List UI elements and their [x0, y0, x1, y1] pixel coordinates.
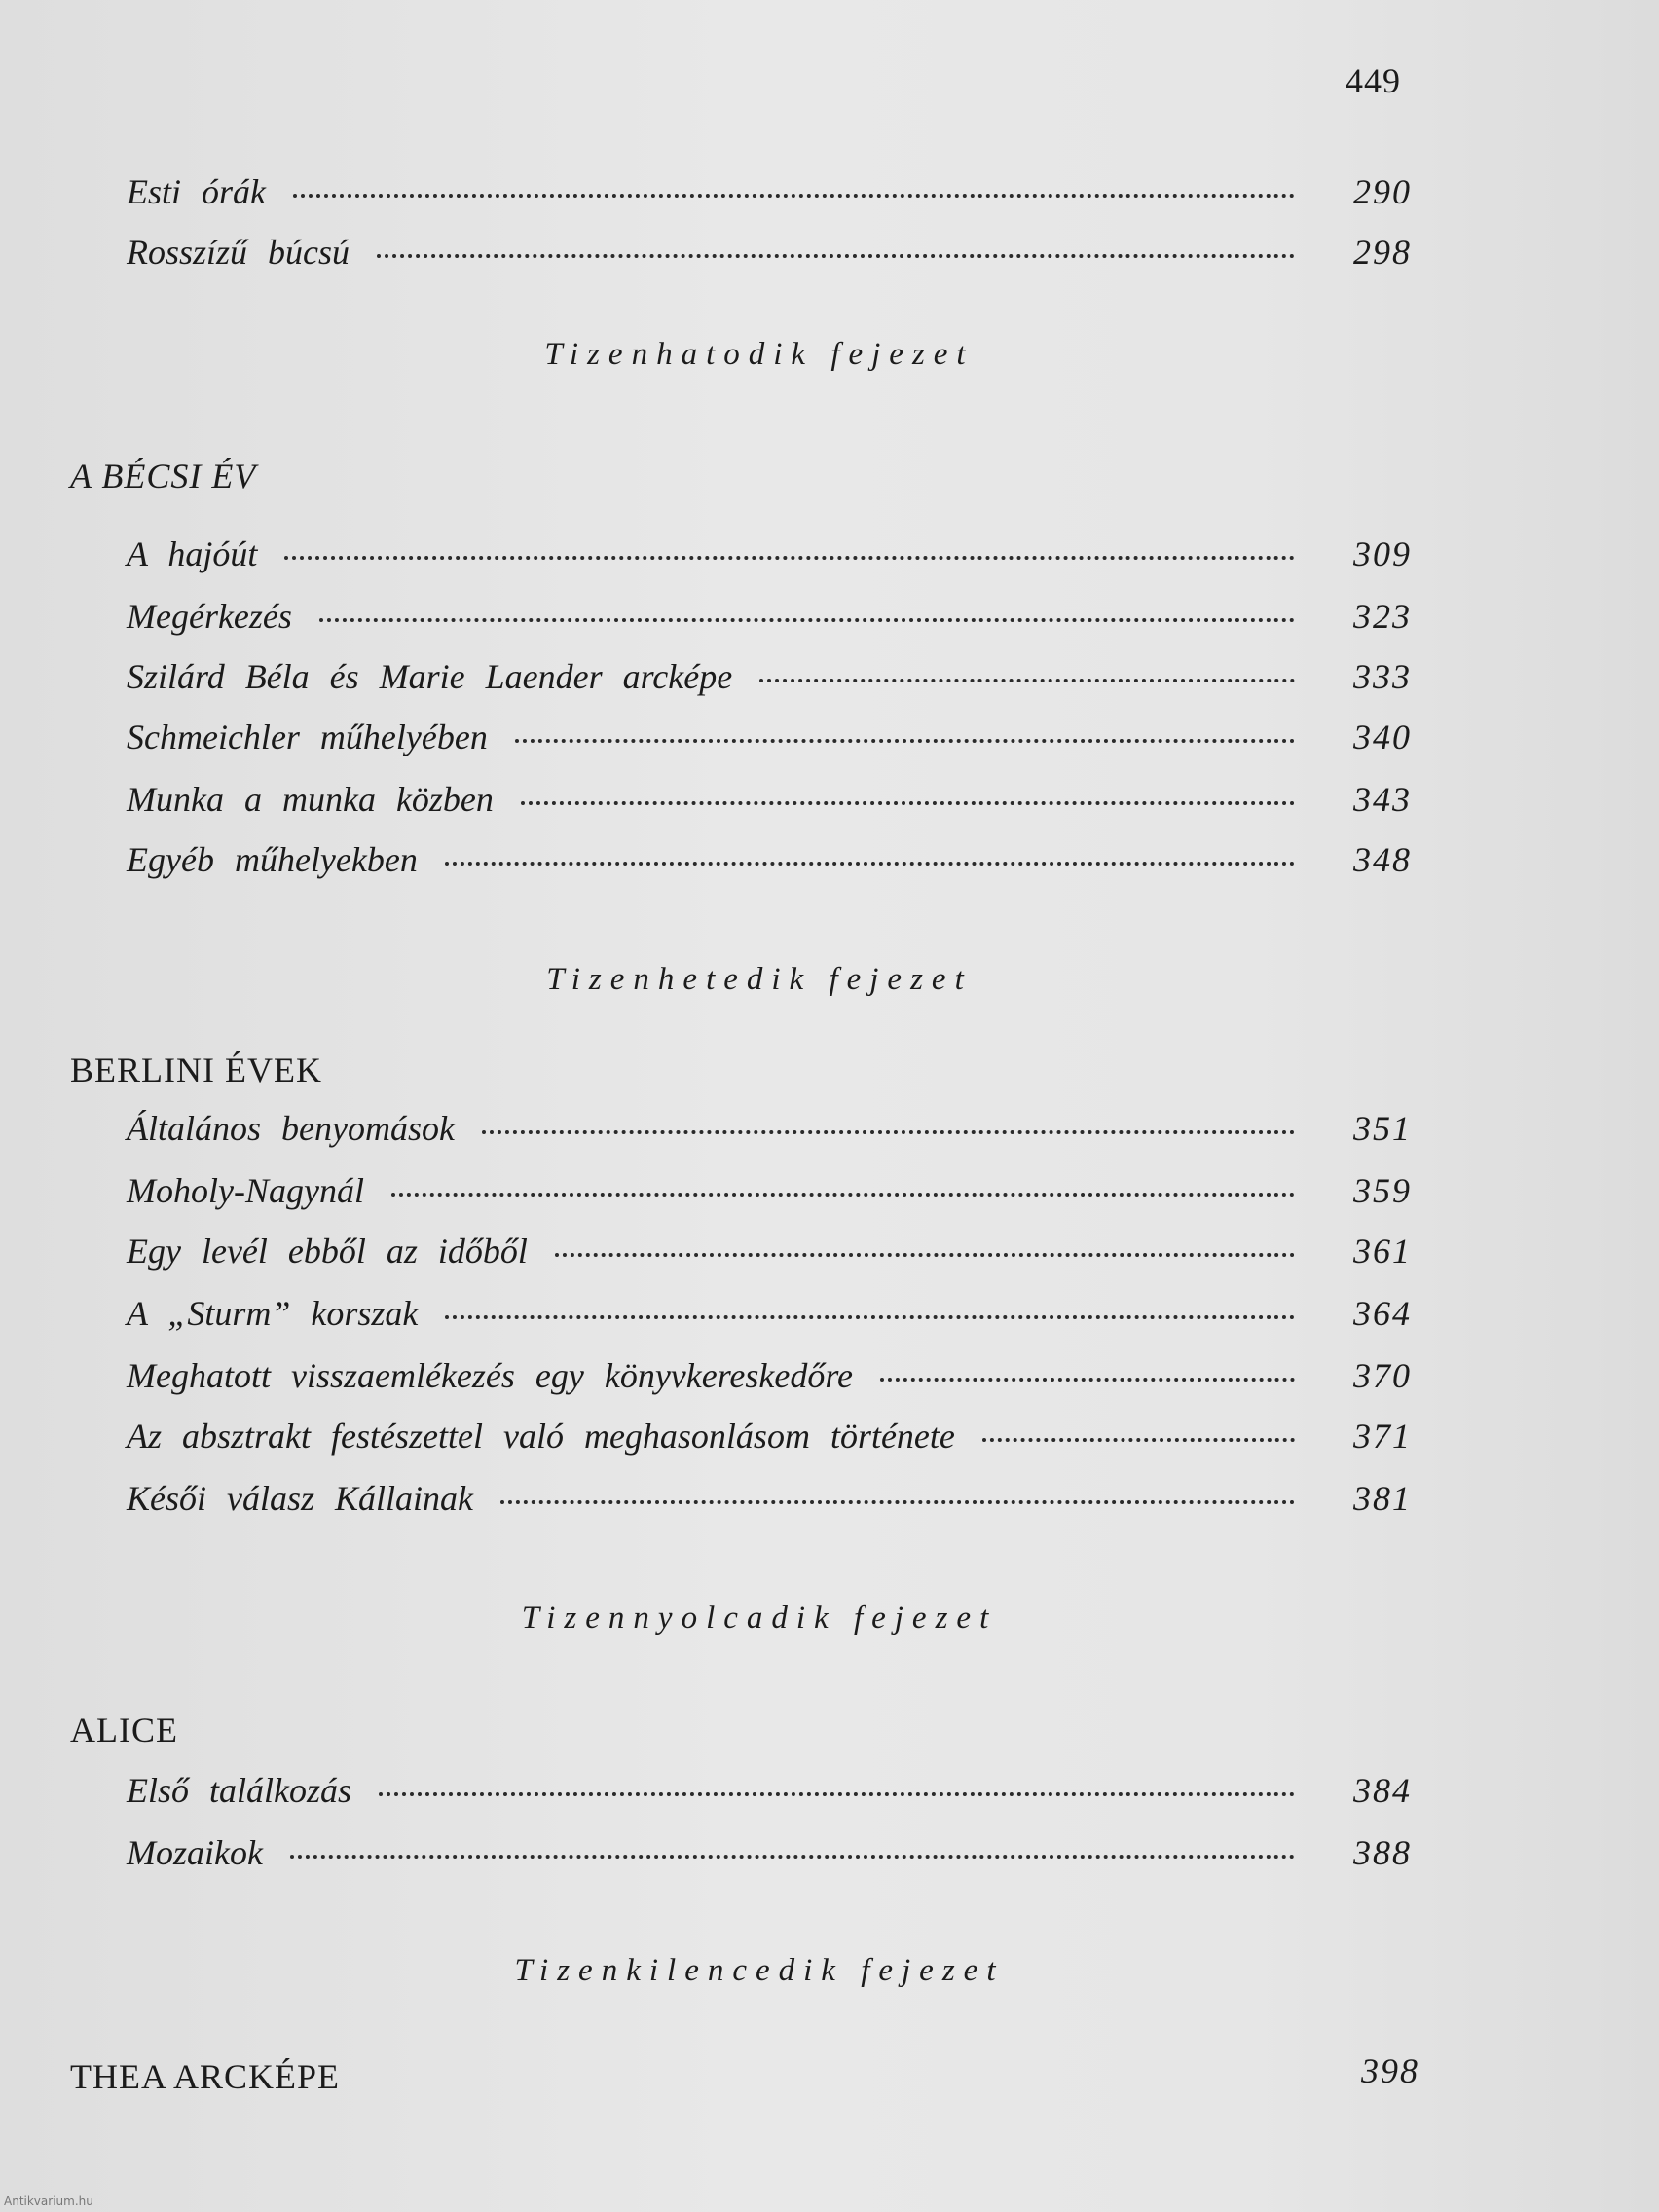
toc-entry-page: 359 — [1353, 1171, 1412, 1210]
toc-entry-page: 384 — [1353, 1771, 1412, 1810]
toc-entry — [127, 232, 1412, 282]
toc-entry-page: 298 — [1353, 233, 1412, 272]
toc-entry-page: 370 — [1353, 1356, 1412, 1395]
toc-entry-title: Esti órák — [127, 172, 266, 211]
toc-entry — [127, 1231, 1412, 1281]
toc-entry — [127, 839, 1412, 890]
leader-dots — [880, 1378, 1295, 1382]
leader-dots — [445, 862, 1295, 866]
toc-entry-title: Első találkozás — [127, 1771, 352, 1810]
toc-entry — [127, 1108, 1412, 1159]
toc-entry-title: Egyéb műhelyekben — [127, 840, 418, 879]
leader-dots — [555, 1253, 1295, 1257]
toc-entry-title: A hajóút — [127, 535, 258, 573]
toc-entry-page: 371 — [1353, 1417, 1412, 1456]
toc-entry — [127, 1355, 1412, 1406]
leader-dots — [500, 1500, 1295, 1504]
toc-entry-title: Rosszízű búcsú — [127, 233, 350, 272]
toc-entry-title: Schmeichler műhelyében — [127, 718, 488, 756]
toc-entry-page: 343 — [1353, 780, 1412, 819]
leader-dots — [284, 556, 1295, 560]
part-title: A BÉCSI ÉV — [70, 457, 257, 496]
toc-entry-page: 361 — [1353, 1232, 1412, 1271]
watermark: Antikvarium.hu — [4, 2194, 93, 2208]
part-page: 398 — [1361, 2051, 1419, 2090]
leader-dots — [759, 679, 1295, 682]
toc-entry — [127, 1770, 1412, 1821]
toc-entry — [127, 171, 1412, 222]
toc-entry-page: 381 — [1353, 1479, 1412, 1518]
toc-entry-title: Szilárd Béla és Marie Laender arcképe — [127, 657, 733, 696]
toc-entry-title: Megérkezés — [127, 597, 292, 636]
toc-entry-title: Egy levél ebből az időből — [127, 1232, 528, 1271]
leader-dots — [377, 254, 1295, 258]
leader-dots — [319, 618, 1295, 622]
toc-entry-page: 348 — [1353, 840, 1412, 879]
leader-dots — [290, 1855, 1295, 1859]
toc-entry-page: 309 — [1353, 535, 1412, 573]
toc-entry-page: 290 — [1353, 172, 1412, 211]
toc-entry-page: 351 — [1353, 1109, 1412, 1148]
toc-entry — [127, 1293, 1412, 1344]
chapter-heading: Tizenkilencedik fejezet — [514, 1953, 1005, 1988]
leader-dots — [515, 739, 1295, 743]
leader-dots — [445, 1315, 1295, 1319]
toc-entry — [127, 534, 1412, 584]
toc-entry — [127, 1170, 1412, 1221]
toc-entry — [127, 1832, 1412, 1883]
page-number: 449 — [1346, 61, 1401, 100]
chapter-heading: Tizenhatodik fejezet — [544, 337, 975, 372]
toc-entry-page: 364 — [1353, 1294, 1412, 1333]
toc-entry — [127, 779, 1412, 830]
toc-entry-page: 333 — [1353, 657, 1412, 696]
toc-entry — [127, 1416, 1412, 1466]
toc-entry-page: 323 — [1353, 597, 1412, 636]
toc-entry-title: Meghatott visszaemlékezés egy könyvkereskedőre — [127, 1356, 854, 1395]
part-title: THEA ARCKÉPE — [70, 2057, 341, 2096]
toc-entry-title: Munka a munka közben — [127, 780, 494, 819]
leader-dots — [521, 801, 1295, 805]
toc-entry — [127, 596, 1412, 646]
toc-entry — [127, 656, 1412, 707]
toc-entry-title: Moholy-Nagynál — [127, 1171, 364, 1210]
leader-dots — [293, 194, 1295, 198]
toc-entry-page: 340 — [1353, 718, 1412, 756]
chapter-heading: Tizenhetedik fejezet — [546, 962, 973, 997]
toc-entry-page: 388 — [1353, 1833, 1412, 1872]
toc-entry-title: Késői válasz Kállainak — [127, 1479, 473, 1518]
toc-entry — [127, 717, 1412, 767]
toc-entry-title: Az absztrakt festészettel való meghasonlásom története — [127, 1417, 955, 1456]
leader-dots — [379, 1792, 1295, 1796]
part-title: BERLINI ÉVEK — [70, 1051, 322, 1089]
toc-entry-title: Mozaikok — [127, 1833, 263, 1872]
leader-dots — [391, 1193, 1295, 1197]
toc-entry-title: Általános benyomások — [127, 1109, 455, 1148]
toc-entry — [127, 1478, 1412, 1529]
leader-dots — [982, 1438, 1295, 1442]
chapter-heading: Tizennyolcadik fejezet — [521, 1601, 998, 1636]
part-title: ALICE — [70, 1711, 178, 1750]
toc-entry-title: A „Sturm” korszak — [127, 1294, 419, 1333]
leader-dots — [482, 1130, 1295, 1134]
